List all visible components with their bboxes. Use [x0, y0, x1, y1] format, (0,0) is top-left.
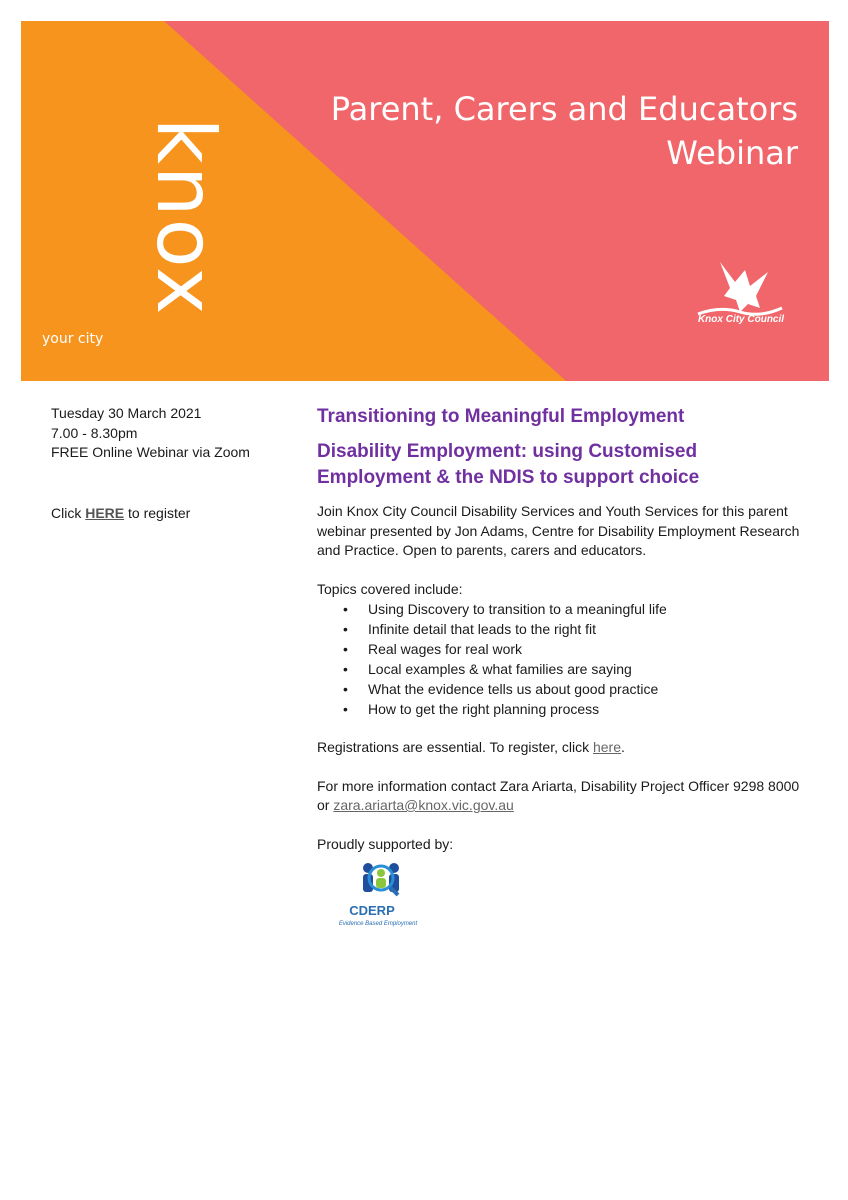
list-item: • How to get the right planning process	[368, 699, 807, 719]
contact-paragraph	[317, 777, 807, 816]
event-format: FREE Online Webinar via Zoom	[51, 444, 250, 460]
contact-text: For more information contact Zara Ariarta, Disability Project Officer 9298 8000 or	[317, 777, 800, 813]
topics-heading: Topics covered include:	[317, 580, 463, 597]
event-description	[317, 404, 807, 854]
list-item: • Infinite detail that leads to the right fit	[368, 619, 807, 639]
banner-title-line-2: Webinar	[666, 134, 798, 172]
event-details	[51, 404, 291, 523]
event-time: 7.00 - 8.30pm	[51, 424, 138, 441]
registration-suffix: .	[621, 739, 625, 755]
sponsor-name: CDERP	[349, 903, 395, 918]
sponsor-tagline: Evidence Based Employment	[338, 921, 418, 927]
register-link[interactable]: here	[592, 739, 622, 755]
banner-title-line-1: Parent, Carers and Educators	[330, 90, 798, 128]
list-item: • Local examples & what families are saying	[368, 659, 807, 679]
register-here-link[interactable]: HERE	[85, 504, 125, 521]
list-item: • Real wages for real work	[368, 639, 807, 659]
intro-paragraph: Join Knox City Council Disability Services and Youth Services for this parent webinar presented by Jon Adams, Centre for Disability Employment Research and Practice. Open to parents, carers and educators.	[317, 503, 800, 558]
brand-tagline: your city	[42, 331, 104, 347]
contact-email-link[interactable]: zara.ariarta@knox.vic.gov.au	[333, 797, 514, 813]
list-item: • What the evidence tells us about good practice	[368, 679, 807, 699]
topics-list	[317, 599, 807, 719]
register-prefix: Click	[51, 504, 86, 521]
event-date: Tuesday 30 March 2021	[51, 405, 202, 421]
register-suffix: to register	[124, 504, 191, 521]
supported-by-label: Proudly supported by:	[317, 835, 454, 852]
event-title: Transitioning to Meaningful Employment	[317, 406, 685, 427]
event-subtitle: Disability Employment: using Customised Employment & the NDIS to support choice	[317, 441, 700, 488]
council-name: Knox City Council	[697, 314, 785, 325]
registration-paragraph	[317, 738, 807, 758]
list-item: • Using Discovery to transition to a meaningful life	[368, 599, 807, 619]
registration-prefix: Registrations are essential. To register, click	[317, 739, 593, 755]
register-line	[51, 504, 291, 524]
banner-title	[331, 87, 798, 175]
knox-brand-wordmark: knox	[139, 117, 232, 317]
